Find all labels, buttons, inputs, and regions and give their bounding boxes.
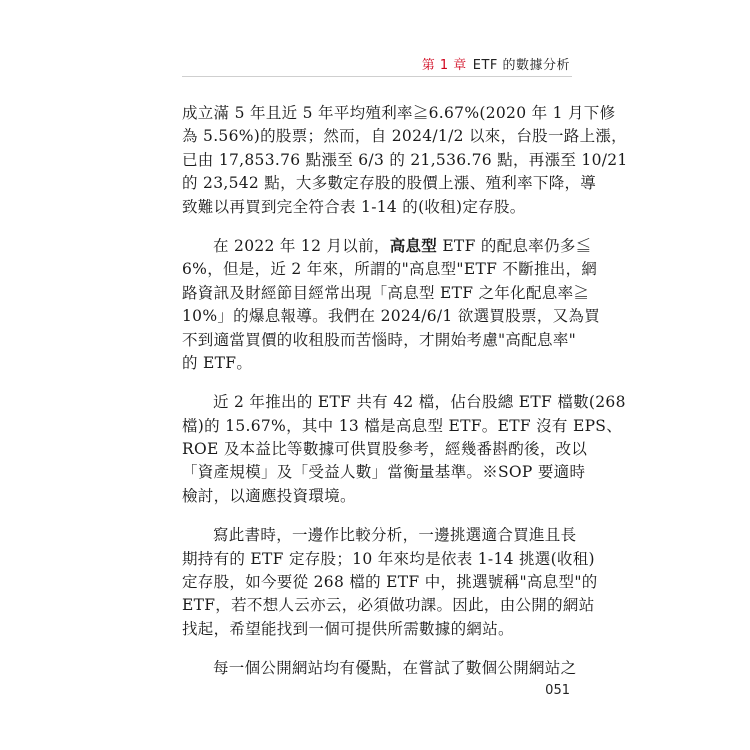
text-line: 致難以再買到完全符合表 1-14 的(收租)定存股。 [182, 197, 526, 216]
text-line: 檢討，以適應投資環境。 [182, 486, 356, 505]
text-line: 「資產規模」及「受益人數」當衡量基準。※SOP 要適時 [182, 463, 586, 482]
text-line: 10%」的爆息報導。我們在 2024/6/1 欲選買股票，又為買 [182, 307, 601, 326]
text-line: 近 2 年推出的 ETF 共有 42 檔，佔台股總 ETF 檔數(268 [213, 393, 626, 412]
text-line: 定存股，如今要從 268 檔的 ETF 中，挑選號稱"高息型"的 [182, 573, 598, 592]
text-line: 寫此書時，一邊作比較分析，一邊挑選適合買進且長 [213, 526, 577, 545]
paragraph-2 [182, 235, 601, 375]
paragraph-1 [182, 102, 628, 219]
body-text [182, 102, 628, 697]
text-line: 每一個公開網站均有優點，在嘗試了數個公開網站之 [213, 659, 577, 678]
header-divider [182, 76, 572, 77]
text-line: 不到適當買價的收租股而苦惱時，才開始考慮"高配息率" [182, 330, 577, 349]
paragraph-3 [182, 391, 626, 508]
text-line: 路資訊及財經節目經常出現「高息型 ETF 之年化配息率≧ [182, 283, 590, 302]
text-line: 的 ETF。 [182, 353, 253, 372]
text-line: 找起，希望能找到一個可提供所需數據的網站。 [182, 619, 514, 638]
text-line-with-bold [182, 235, 592, 258]
text-line: ROE 及本益比等數據可供買股參考，經幾番斟酌後，改以 [182, 440, 588, 459]
text-segment: ETF 的配息率仍多≦ [437, 236, 592, 255]
chapter-title: ETF 的數據分析 [472, 58, 570, 73]
text-line: ETF，若不想人云亦云，必須做功課。因此，由公開的網站 [182, 596, 595, 615]
chapter-label: 第 1 章 [421, 58, 467, 73]
text-segment: 在 2022 年 12 月以前， [213, 236, 390, 255]
paragraph-4 [182, 524, 598, 641]
page-number: 051 [545, 683, 570, 698]
paragraph-5 [182, 657, 577, 680]
text-line: 期持有的 ETF 定存股；10 年來均是依表 1-14 挑選(收租) [182, 549, 595, 568]
text-line: 為 5.56%)的股票；然而，自 2024/1/2 以來，台股一路上漲， [182, 127, 627, 146]
bold-term: 高息型 [389, 236, 438, 255]
running-header [422, 54, 570, 73]
text-line: 6%，但是，近 2 年來，所謂的"高息型"ETF 不斷推出，網 [182, 260, 598, 279]
text-line: 的 23,542 點，大多數定存股的股價上漲、殖利率下降，導 [182, 174, 597, 193]
text-line: 檔)的 15.67%，其中 13 檔是高息型 ETF。ETF 沒有 EPS、 [182, 416, 623, 435]
text-line: 已由 17,853.76 點漲至 6/3 的 21,536.76 點，再漲至 10/21 [182, 150, 628, 169]
text-line: 成立滿 5 年且近 5 年平均殖利率≧6.67%(2020 年 1 月下修 [182, 104, 616, 122]
